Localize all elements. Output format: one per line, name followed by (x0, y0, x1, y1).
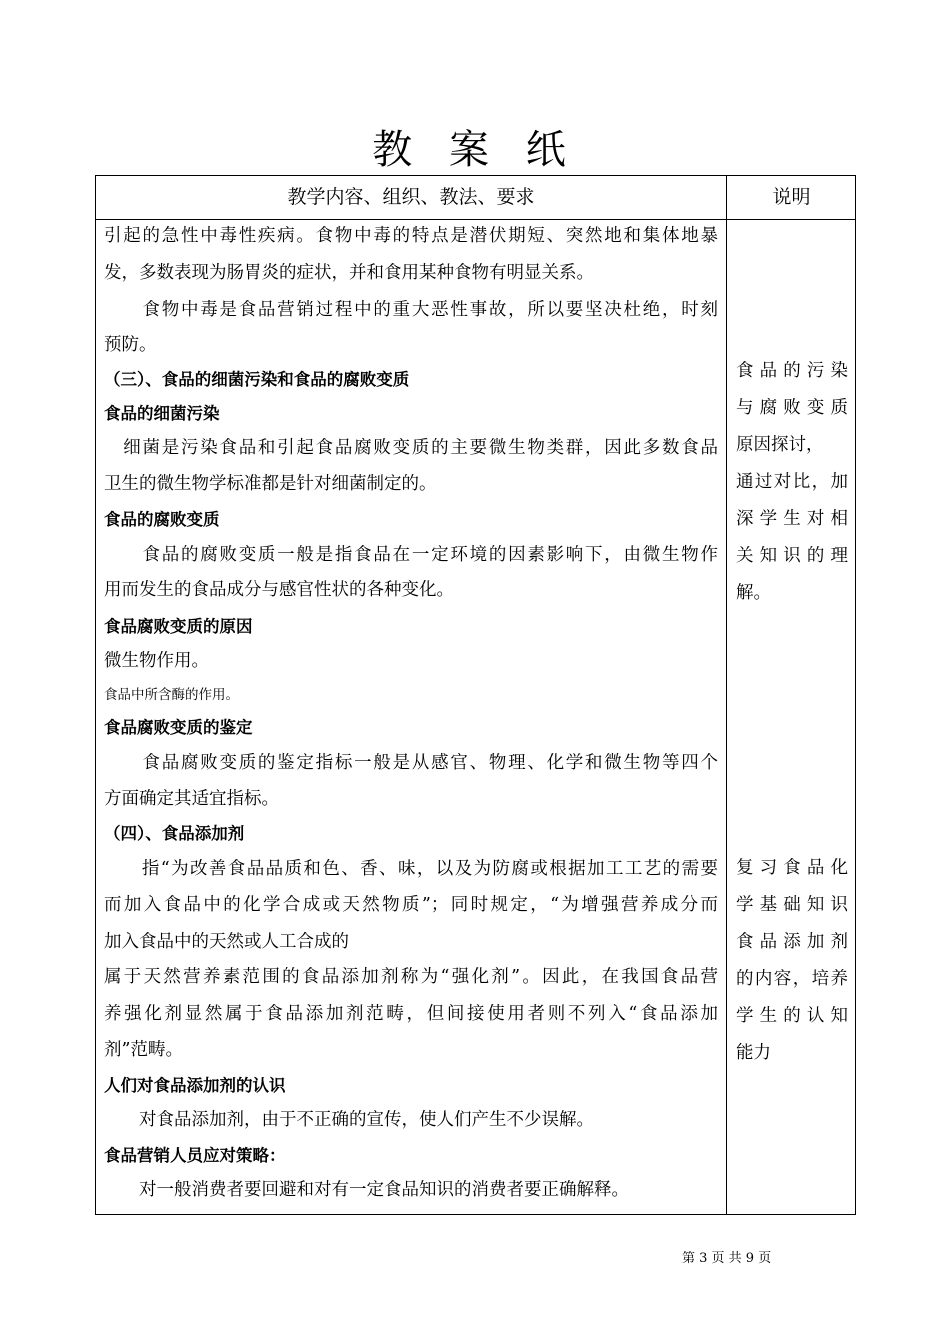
text-line: 引起的急性中毒性疾病。食物中毒的特点是潜伏期短、突然地和集体地暴 (104, 226, 718, 246)
column-divider (726, 176, 727, 1214)
note-block-1 (736, 359, 848, 618)
subheading: 食品的细菌污染 (104, 404, 220, 423)
text-line: 养强化剂显然属于食品添加剂范畴，但间接使用者则不列入“食品添加 (104, 1004, 718, 1024)
text-line: 卫生的微生物学标准都是针对细菌制定的。 (104, 474, 437, 494)
text-line: 食品腐败变质的鉴定指标一般是从感官、物理、化学和微生物等四个 (104, 753, 718, 773)
lesson-table (95, 175, 856, 1215)
note-line: 解。 (736, 583, 771, 603)
note-line: 通过对比，加 (736, 472, 848, 492)
note-line: 能力 (736, 1043, 771, 1063)
note-line: 复习食品化 (736, 858, 848, 878)
text-line: 发，多数表现为肠胃炎的症状，并和食用某种食物有明显关系。 (104, 263, 594, 283)
text-line: 对食品添加剂，由于不正确的宣传，使人们产生不少误解。 (104, 1110, 594, 1130)
text-line: 食品的腐败变质一般是指食品在一定环境的因素影响下，由微生物作 (104, 545, 718, 565)
text-line: 食品中所含酶的作用。 (104, 687, 239, 703)
text-line: 食物中毒是食品营销过程中的重大恶性事故，所以要坚决杜绝，时刻 (104, 300, 718, 320)
text-line: 加入食品中的天然或人工合成的 (104, 932, 349, 952)
text-line: 剂”范畴。 (104, 1040, 183, 1060)
text-line: 方面确定其适宜指标。 (104, 789, 279, 809)
page-footer: 第 3 页 共 9 页 (682, 1251, 772, 1266)
text-line: 而加入食品中的化学合成或天然物质”；同时规定，“为增强营养成分而 (104, 895, 718, 915)
header-main: 教学内容、组织、教法、要求 (287, 186, 535, 208)
note-line: 深学生对相 (736, 509, 848, 529)
text-line: 指“为改善食品品质和色、香、味，以及为防腐或根据加工工艺的需要 (104, 859, 718, 879)
note-line: 食品添加剂 (736, 932, 848, 952)
text-line: 微生物作用。 (104, 651, 209, 671)
note-line: 学基础知识 (736, 895, 848, 915)
subheading: 人们对食品添加剂的认识 (104, 1076, 286, 1095)
note-line: 的内容，培养 (736, 969, 848, 989)
section-heading: （三）、食品的细菌污染和食品的腐败变质 (104, 370, 410, 389)
note-line: 原因探讨， (736, 435, 824, 455)
text-line: 属于天然营养素范围的食品添加剂称为“强化剂”。因此，在我国食品营 (104, 967, 718, 987)
note-line: 与腐败变质 (736, 398, 848, 418)
text-line: 细菌是污染食品和引起食品腐败变质的主要微生物类群，因此多数食品 (104, 438, 718, 458)
subheading: 食品的腐败变质 (104, 510, 220, 529)
section-heading: （四）、食品添加剂 (104, 824, 245, 843)
text-line: 对一般消费者要回避和对有一定食品知识的消费者要正确解释。 (104, 1180, 629, 1200)
header-divider (96, 219, 855, 220)
note-line: 学生的认知 (736, 1006, 848, 1026)
note-line: 关知识的理 (736, 546, 848, 566)
note-block-2 (736, 856, 848, 1078)
subheading: 食品腐败变质的鉴定 (104, 718, 253, 737)
subheading: 食品腐败变质的原因 (104, 617, 253, 636)
note-line: 食品的污染 (736, 361, 848, 381)
text-line: 用而发生的食品成分与感官性状的各种变化。 (104, 580, 454, 600)
page-title: 教 案 纸 (372, 127, 578, 173)
text-line: 预防。 (104, 335, 157, 355)
subheading: 食品营销人员应对策略： (104, 1146, 286, 1165)
header-note: 说明 (772, 186, 811, 208)
